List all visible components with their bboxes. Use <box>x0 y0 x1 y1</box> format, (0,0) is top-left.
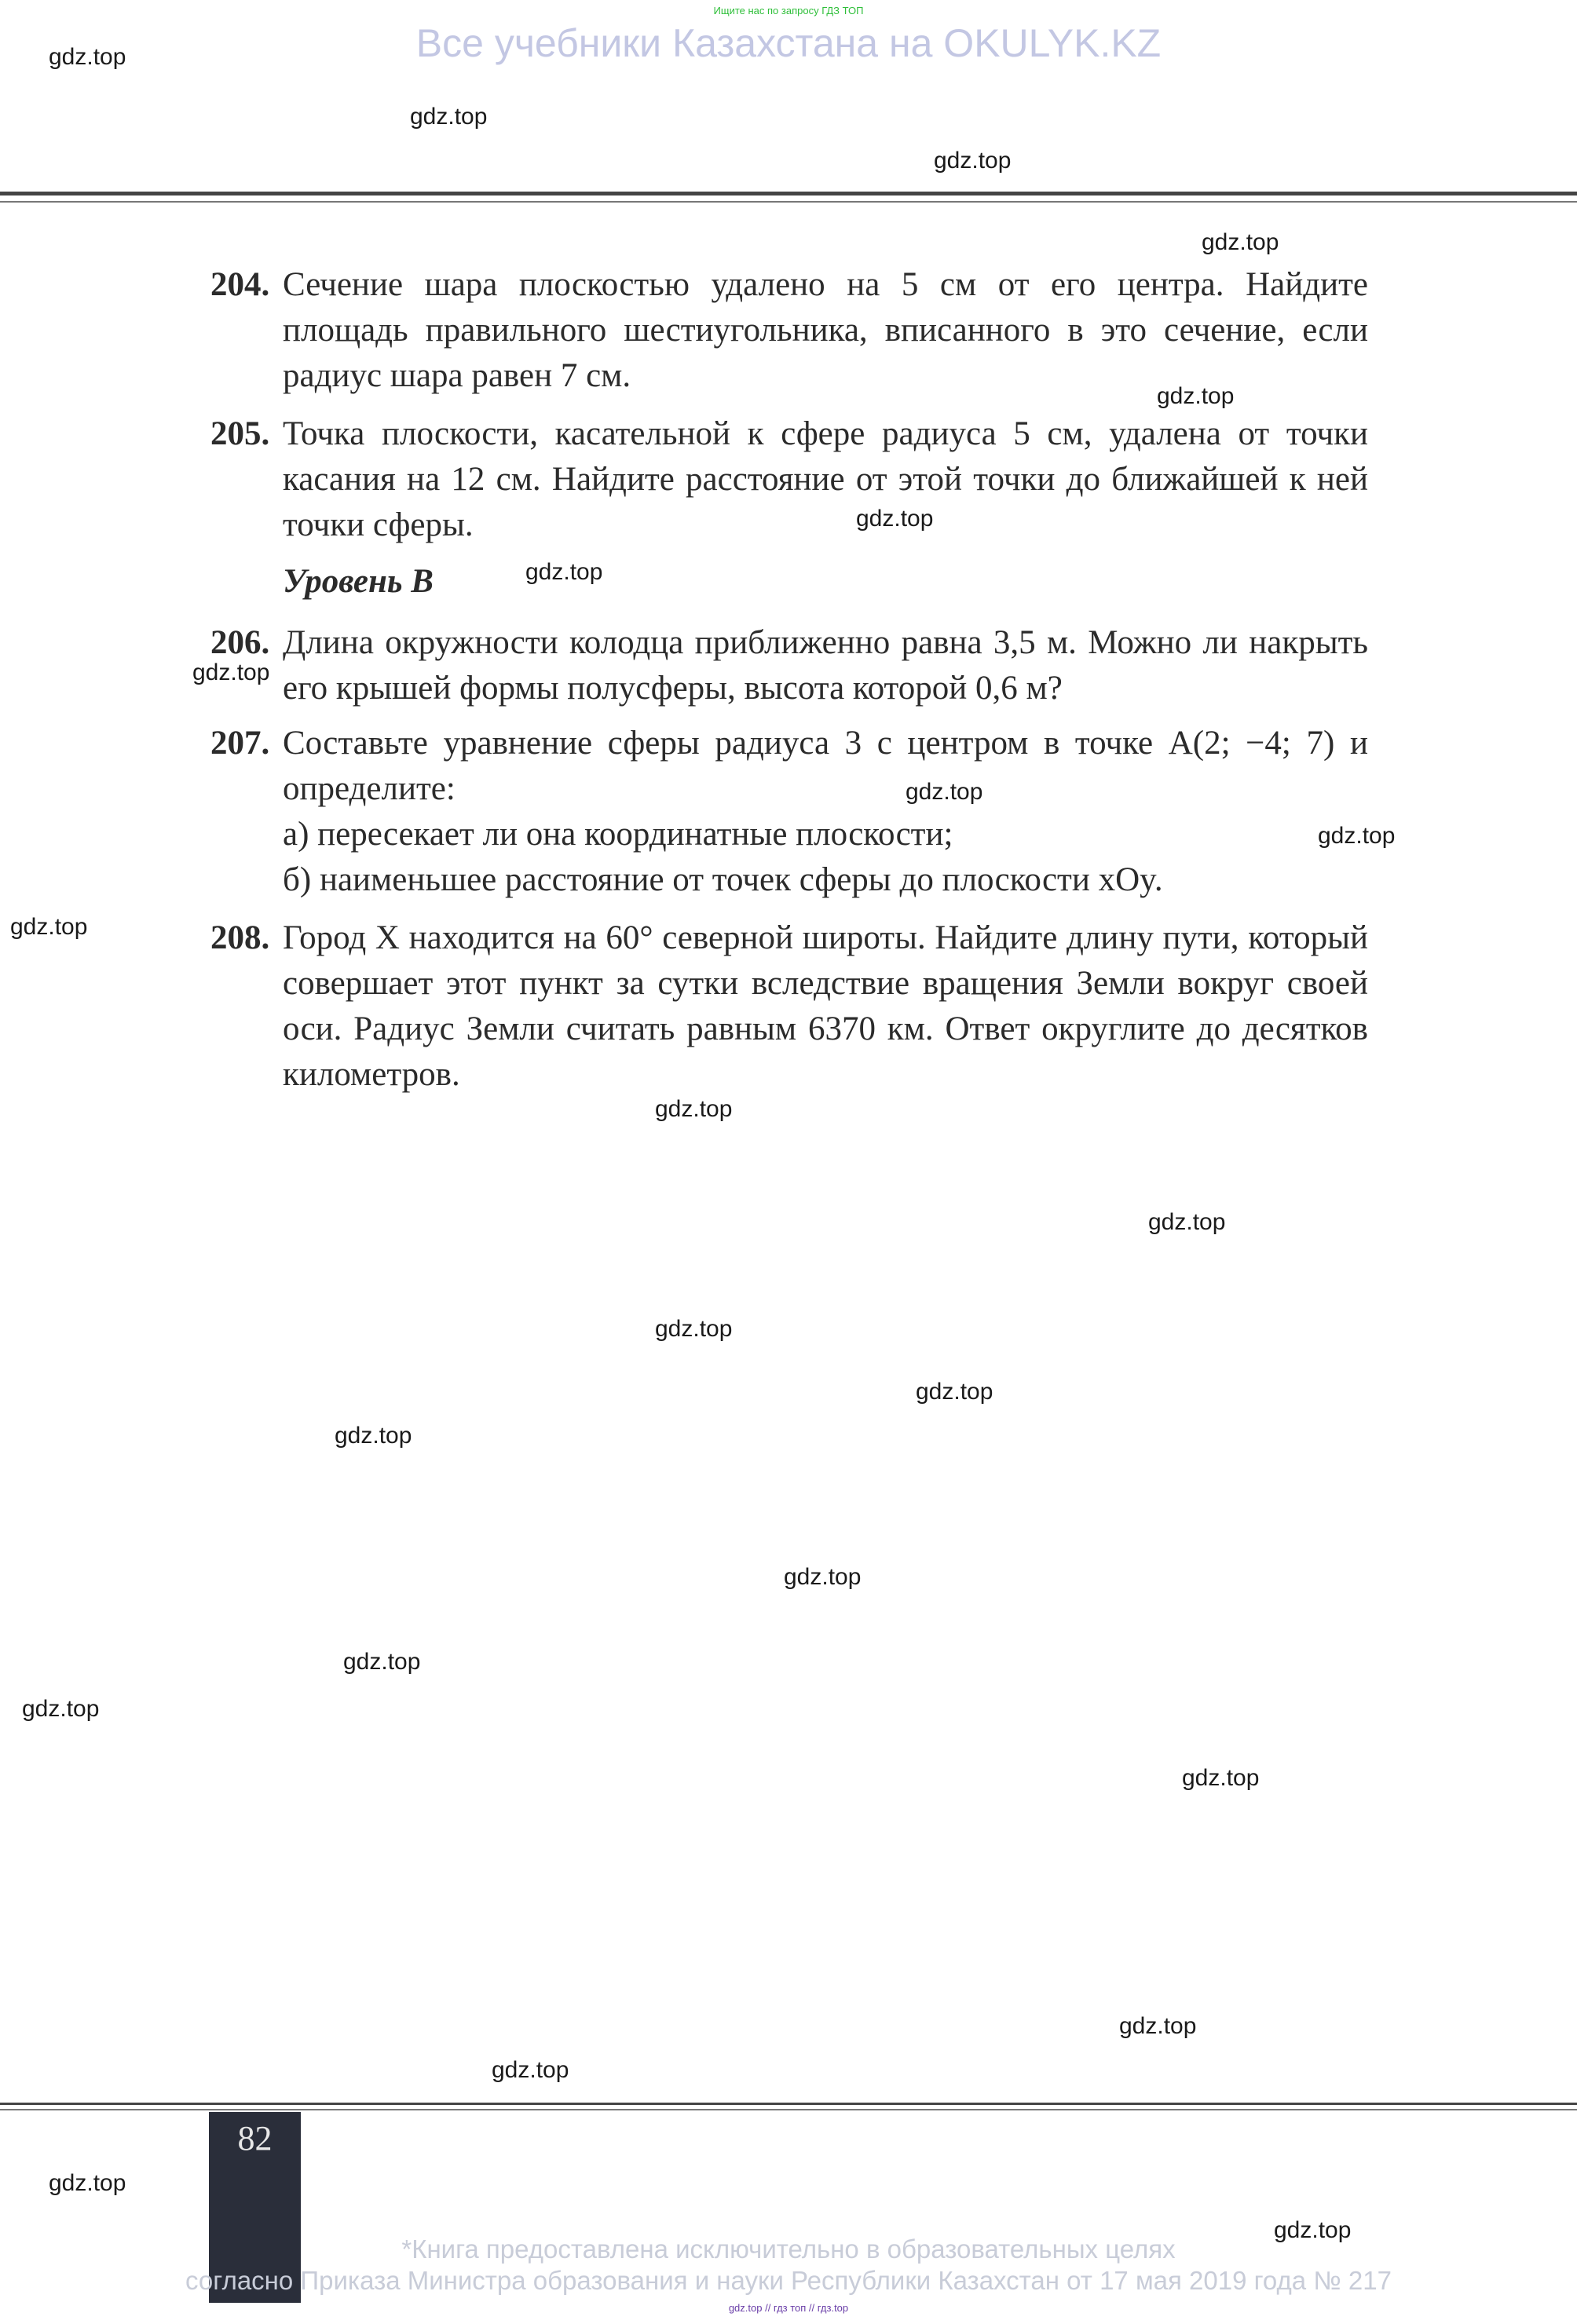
problem-204 <box>210 262 1368 399</box>
watermark: gdz.top <box>22 1696 100 1722</box>
watermark: gdz.top <box>492 2057 569 2083</box>
problem-number: 204. <box>210 266 270 303</box>
watermark: gdz.top <box>934 148 1012 174</box>
watermark: gdz.top <box>1119 2013 1197 2039</box>
top-divider <box>0 192 1577 195</box>
watermark: gdz.top <box>856 506 934 532</box>
watermark: gdz.top <box>906 779 983 805</box>
watermark: gdz.top <box>343 1649 421 1675</box>
problem-item-a: а) пересекает ли она координатные плоскости; <box>283 816 953 853</box>
watermark: gdz.top <box>1148 1209 1226 1235</box>
problem-number: 206. <box>210 624 270 661</box>
site-title[interactable]: Все учебники Казахстана на OKULYK.KZ <box>415 21 1162 65</box>
watermark: gdz.top <box>10 914 88 940</box>
watermark: gdz.top <box>1274 2217 1352 2243</box>
watermark: gdz.top <box>335 1423 412 1449</box>
watermark: gdz.top <box>916 1379 993 1405</box>
watermark: gdz.top <box>1182 1765 1260 1791</box>
watermark: gdz.top <box>525 559 603 585</box>
watermark: gdz.top <box>49 2170 126 2196</box>
problem-text: Составьте уравнение сферы радиуса 3 с центром в точке A(2; −4; 7) и определите: <box>283 725 1368 807</box>
problem-number: 207. <box>210 725 270 762</box>
problem-207 <box>210 721 1368 903</box>
watermark: gdz.top <box>49 44 126 70</box>
problem-205 <box>210 411 1368 548</box>
watermark: gdz.top <box>784 1564 862 1590</box>
problem-206 <box>210 620 1368 711</box>
footer-links[interactable]: gdz.top // гдз топ // гдз.top <box>728 2302 849 2314</box>
watermark: gdz.top <box>655 1316 733 1342</box>
problem-text: Точка плоскости, касательной к сфере радиуса 5 см, удалена от точки касания на 12 см. Найдите расстояние от этой точки до ближайшей к ней точки сферы. <box>283 415 1368 543</box>
problem-number: 208. <box>210 919 270 956</box>
watermark: gdz.top <box>1157 383 1235 409</box>
footer-disclaimer-line2: согласно Приказа Министра образования и науки Республики Казахстан от 17 мая 2019 года № 217 <box>185 2266 1392 2295</box>
watermark: gdz.top <box>192 660 270 685</box>
problem-text: Длина окружности колодца приближенно равна 3,5 м. Можно ли накрыть его крышей формы полусферы, высота которой 0,6 м? <box>283 624 1368 707</box>
problem-208 <box>210 915 1368 1098</box>
top-note: Ищите нас по запросу ГДЗ ТОП <box>713 5 864 16</box>
problem-number: 205. <box>210 415 270 452</box>
problem-text: Город X находится на 60° северной широты. Найдите длину пути, который совершает этот пункт за сутки вследствие вращения Земли вокруг своей оси. Радиус Земли считать равным 6370 км. Ответ округлите до десятков километров. <box>283 919 1368 1093</box>
watermark: gdz.top <box>1202 229 1279 255</box>
problem-text: Сечение шара плоскостью удалено на 5 см от его центра. Найдите площадь правильного шестиугольника, вписанного в это сечение, если радиус шара равен 7 см. <box>283 266 1368 394</box>
bottom-divider-thin <box>0 2109 1577 2110</box>
top-divider-thin <box>0 201 1577 203</box>
watermark: gdz.top <box>410 104 488 130</box>
footer-disclaimer-line1: *Книга предоставлена исключительно в образовательных целях <box>401 2234 1176 2264</box>
page-number: 82 <box>237 2119 273 2158</box>
watermark: gdz.top <box>1318 823 1396 849</box>
level-heading: Уровень B <box>283 563 434 600</box>
bottom-divider <box>0 2103 1577 2105</box>
problem-item-b: б) наименьшее расстояние от точек сферы до плоскости xOy. <box>283 861 1163 898</box>
watermark: gdz.top <box>655 1096 733 1122</box>
